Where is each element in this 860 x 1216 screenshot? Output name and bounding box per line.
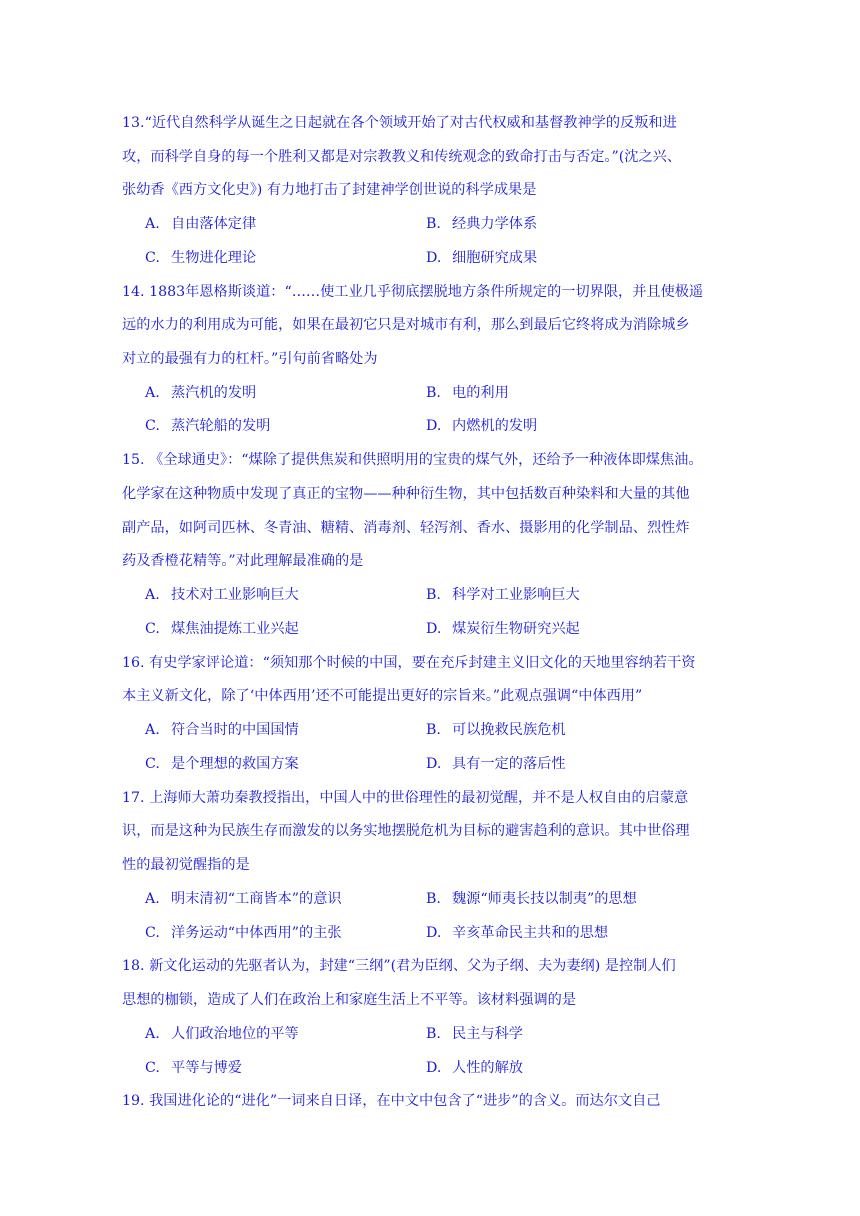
option-key: D.: [426, 621, 442, 637]
option-key: B.: [426, 385, 441, 401]
option-text: 辛亥革命民主共和的思想: [452, 925, 609, 941]
option-key: C.: [145, 250, 160, 266]
q16-option-d: [426, 754, 566, 774]
q14-option-a: [145, 383, 256, 403]
option-text: 洋务运动“中体西用”的主张: [171, 925, 342, 941]
option-text: 人性的解放: [452, 1060, 523, 1076]
q15-stem-line-1: 15. 《全球通史》：“煤除了提供焦炭和供照明用的宝贵的煤气外，还给予一种液体即煤焦油。: [122, 452, 703, 468]
option-key: B.: [426, 587, 441, 603]
q18-option-b: [426, 1024, 523, 1044]
option-text: 魏源“师夷长技以制夷”的思想: [452, 891, 637, 907]
option-text: 电的利用: [452, 385, 509, 401]
option-text: 细胞研究成果: [452, 250, 538, 266]
option-key: B.: [426, 891, 441, 907]
q17-option-a: [145, 889, 342, 909]
q18-option-d: [426, 1058, 523, 1078]
option-text: 生物进化理论: [171, 250, 257, 266]
option-key: C.: [145, 756, 160, 772]
option-key: C.: [145, 1060, 160, 1076]
q13-option-d: [426, 248, 537, 268]
option-key: B.: [426, 722, 441, 738]
option-key: D.: [426, 925, 442, 941]
q18-option-a: [145, 1024, 299, 1044]
q15-option-c: [145, 619, 299, 639]
option-key: A.: [145, 891, 160, 907]
option-key: A.: [145, 385, 160, 401]
option-text: 民主与科学: [452, 1026, 523, 1042]
option-key: B.: [426, 216, 441, 232]
q13-option-c: [145, 248, 256, 268]
option-text: 符合当时的中国国情: [171, 722, 299, 738]
option-text: 煤炭衍生物研究兴起: [452, 621, 580, 637]
q14-stem-line-3: 对立的最强有力的杠杆。”引句前省略处为: [122, 351, 378, 367]
q15-stem-line-4: 药及香橙花精等。”对此理解最准确的是: [122, 553, 364, 569]
q17-stem-line-2: 识，而是这种为民族生存而激发的以务实地摆脱危机为目标的避害趋利的意识。其中世俗理: [122, 823, 690, 839]
option-text: 可以挽救民族危机: [452, 722, 566, 738]
q13-stem-line-2: 攻，而科学自身的每一个胜利又都是对宗教教义和传统观念的致命打击与否定。”(沈之兴、: [122, 149, 682, 165]
option-text: 煤焦油提炼工业兴起: [171, 621, 299, 637]
q14-option-c: [145, 416, 270, 436]
option-key: A.: [145, 216, 160, 232]
option-key: D.: [426, 418, 442, 434]
q18-stem-line-2: 思想的枷锁，造成了人们在政治上和家庭生活上不平等。该材料强调的是: [122, 992, 577, 1008]
q16-stem-line-1: 16. 有史学家评论道：“须知那个时候的中国，要在充斥封建主义旧文化的天地里容纳若干资: [122, 655, 696, 671]
q14-option-d: [426, 416, 537, 436]
q13-stem-line-1: 13.“近代自然科学从诞生之日起就在各个领域开始了对古代权威和基督教神学的反叛和进: [122, 115, 677, 131]
q16-option-b: [426, 720, 566, 740]
q13-option-b: [426, 214, 537, 234]
option-text: 蒸汽轮船的发明: [171, 418, 271, 434]
q18-option-c: [145, 1058, 242, 1078]
q15-option-d: [426, 619, 580, 639]
q14-option-b: [426, 383, 509, 403]
q14-stem-line-2: 远的水力的利用成为可能，如果在最初它只是对城市有利，那么到最后它终将成为消除城乡: [122, 317, 690, 333]
option-text: 是个理想的救国方案: [171, 756, 299, 772]
q17-option-c: [145, 923, 342, 943]
option-text: 内燃机的发明: [452, 418, 538, 434]
q17-stem-line-1: 17. 上海师大萧功秦教授指出，中国人中的世俗理性的最初觉醒，并不是人权自由的启蒙意: [122, 790, 689, 806]
option-text: 科学对工业影响巨大: [452, 587, 580, 603]
q13-stem-line-3: 张幼香《西方文化史》) 有力地打击了封建神学创世说的科学成果是: [122, 182, 537, 198]
option-key: D.: [426, 250, 442, 266]
option-key: A.: [145, 1026, 160, 1042]
q15-option-a: [145, 585, 299, 605]
option-key: C.: [145, 621, 160, 637]
option-key: A.: [145, 722, 160, 738]
q17-stem-line-3: 性的最初觉醒指的是: [122, 857, 250, 873]
option-key: D.: [426, 756, 442, 772]
q18-stem-line-1: 18. 新文化运动的先驱者认为，封建“三纲”(君为臣纲、父为子纲、夫为妻纲) 是控制人们: [122, 958, 676, 974]
option-text: 具有一定的落后性: [452, 756, 566, 772]
q13-option-a: [145, 214, 256, 234]
q16-stem-line-2: 本主义新文化，除了‘中体西用’还不可能提出更好的宗旨来。”此观点强调“中体西用”: [122, 688, 643, 704]
q17-option-d: [426, 923, 608, 943]
option-text: 自由落体定律: [171, 216, 257, 232]
q15-stem-line-3: 副产品，如阿司匹林、冬青油、糖精、消毒剂、轻泻剂、香水、摄影用的化学制品、烈性炸: [122, 520, 690, 536]
option-text: 蒸汽机的发明: [171, 385, 257, 401]
option-text: 明末清初“工商皆本”的意识: [171, 891, 342, 907]
option-text: 人们政治地位的平等: [171, 1026, 299, 1042]
option-key: A.: [145, 587, 160, 603]
option-key: C.: [145, 925, 160, 941]
q17-option-b: [426, 889, 637, 909]
q19-stem-line-1: 19. 我国进化论的“进化”一词来自日译，在中文中包含了“进步”的含义。而达尔文自己: [122, 1093, 661, 1109]
option-key: C.: [145, 418, 160, 434]
q16-option-c: [145, 754, 299, 774]
option-key: B.: [426, 1026, 441, 1042]
q14-stem-line-1: 14. 1883年恩格斯谈道：“……使工业几乎彻底摆脱地方条件所规定的一切界限，并且使极遥: [122, 284, 704, 300]
q15-option-b: [426, 585, 580, 605]
q15-stem-line-2: 化学家在这种物质中发现了真正的宝物——种种衍生物，其中包括数百种染料和大量的其他: [122, 486, 690, 502]
option-key: D.: [426, 1060, 442, 1076]
q16-option-a: [145, 720, 299, 740]
option-text: 经典力学体系: [452, 216, 538, 232]
option-text: 平等与博爱: [171, 1060, 242, 1076]
option-text: 技术对工业影响巨大: [171, 587, 299, 603]
